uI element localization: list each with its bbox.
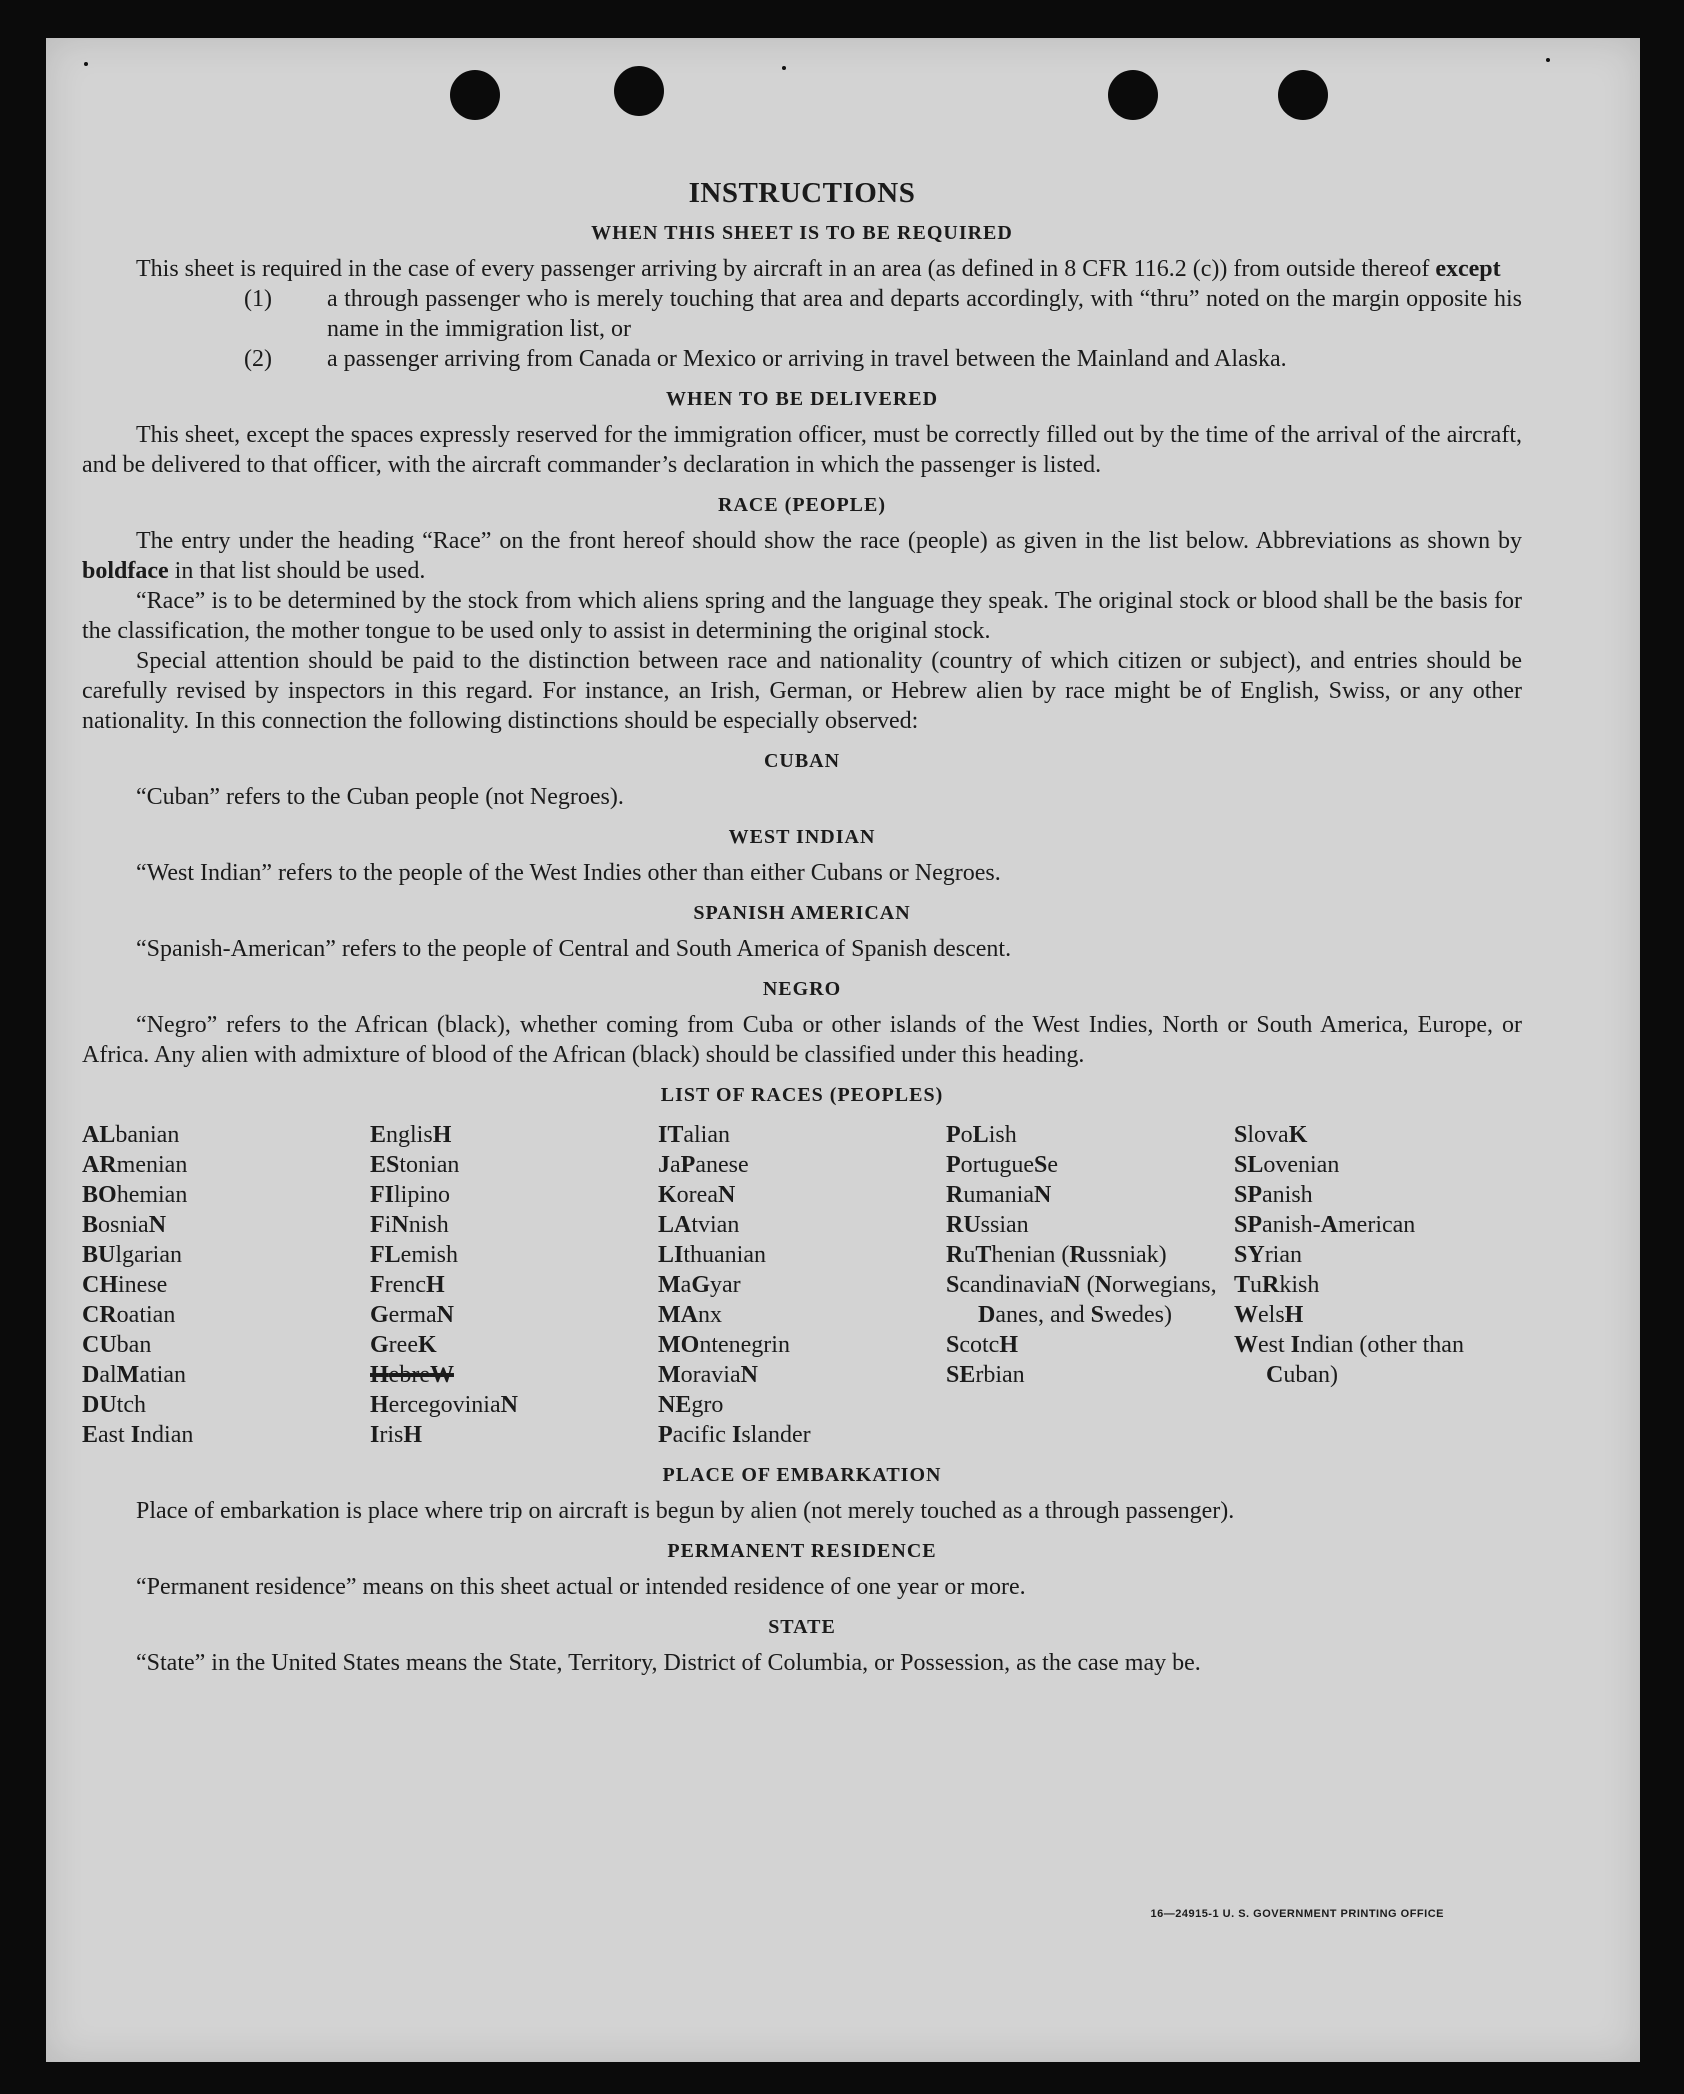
- race-item: MAnx: [658, 1302, 722, 1328]
- punch-hole: [614, 66, 664, 116]
- race-item: BUlgarian: [82, 1242, 182, 1268]
- punch-hole: [1278, 70, 1328, 120]
- race-item: HercegoviniaN: [370, 1392, 518, 1418]
- paragraph: This sheet, except the spaces expressly reserved for the immigration officer, must be correctly filled out by the time of the arrival of the aircraft, and be delivered to that officer, with the aircraft commander’s declaration in which the passenger is listed.: [82, 422, 1522, 478]
- race-item: LAtvian: [658, 1212, 740, 1238]
- section-heading: CUBAN: [763, 750, 841, 772]
- race-item: MOntenegrin: [658, 1332, 790, 1358]
- paragraph: This sheet is required in the case of every passenger arriving by aircraft in an area (as defined in 8 CFR 116.2 (c)) from outside thereof except: [136, 256, 1501, 282]
- race-item: CRoatian: [82, 1302, 176, 1328]
- punch-hole: [1108, 70, 1158, 120]
- race-item: EnglisH: [370, 1122, 452, 1148]
- print-code: 16—24915-1 U. S. GOVERNMENT PRINTING OFFICE: [1150, 1908, 1444, 1920]
- race-item: FiNnish: [370, 1212, 449, 1238]
- section-heading: STATE: [768, 1616, 836, 1638]
- paragraph: “State” in the United States means the State, Territory, District of Columbia, or Possession, as the case may be.: [136, 1650, 1201, 1676]
- race-item: BosniaN: [82, 1212, 167, 1238]
- race-item: SlovaK: [1234, 1122, 1308, 1148]
- section-heading: NEGRO: [762, 978, 842, 1000]
- section-heading: WHEN TO BE DELIVERED: [665, 388, 939, 410]
- race-item: BOhemian: [82, 1182, 188, 1208]
- mark: [782, 66, 786, 70]
- race-item: TuRkish: [1234, 1272, 1320, 1298]
- race-item: SLovenian: [1234, 1152, 1340, 1178]
- section-heading: WEST INDIAN: [728, 826, 876, 848]
- race-item: ARmenian: [82, 1152, 188, 1178]
- race-column: [370, 1120, 658, 1450]
- race-item: SErbian: [946, 1362, 1025, 1388]
- race-item: FrencH: [370, 1272, 445, 1298]
- paragraph: “Spanish-American” refers to the people of Central and South America of Spanish descent.: [136, 936, 1012, 962]
- race-column: [658, 1120, 946, 1450]
- race-item: NEgro: [658, 1392, 724, 1418]
- section-heading: PLACE OF EMBARKATION: [662, 1464, 942, 1486]
- race-item: HebreW: [370, 1362, 454, 1388]
- race-item: ITalian: [658, 1122, 730, 1148]
- race-item: PortugueSe: [946, 1152, 1058, 1178]
- race-item: SPanish-American: [1234, 1212, 1416, 1238]
- race-item: ScandinaviaN (Norwegians, Danes, and Swedes): [946, 1272, 1217, 1328]
- race-item: LIthuanian: [658, 1242, 766, 1268]
- list-item: (1) a through passenger who is merely touching that area and departs accordingly, with “thru” noted on the margin opposite his name in the immigration list, or: [244, 286, 1522, 342]
- race-item: SYrian: [1234, 1242, 1302, 1268]
- race-item: WelsH: [1234, 1302, 1304, 1328]
- paragraph: “Cuban” refers to the Cuban people (not Negroes).: [136, 784, 624, 810]
- race-item: RumaniaN: [946, 1182, 1052, 1208]
- race-item: DUtch: [82, 1392, 146, 1418]
- race-item: RUssian: [946, 1212, 1029, 1238]
- section-heading: RACE (PEOPLE): [718, 494, 886, 516]
- exception-list: [82, 284, 1522, 374]
- race-item: PoLish: [946, 1122, 1017, 1148]
- paragraph: Place of embarkation is place where trip on aircraft is begun by alien (not merely touched as a through passenger).: [136, 1498, 1235, 1524]
- race-list: [82, 1120, 1522, 1450]
- race-item: West Indian (other than Cuban): [1234, 1332, 1464, 1388]
- race-item: DalMatian: [82, 1362, 186, 1388]
- race-column: [946, 1120, 1234, 1450]
- section-heading: LIST OF RACES (PEOPLES): [660, 1084, 944, 1106]
- race-item: CHinese: [82, 1272, 168, 1298]
- race-item: SPanish: [1234, 1182, 1313, 1208]
- race-item: MoraviaN: [658, 1362, 758, 1388]
- mark: [1546, 58, 1550, 62]
- race-item: MaGyar: [658, 1272, 741, 1298]
- paragraph: “Permanent residence” means on this sheet actual or intended residence of one year or more.: [136, 1574, 1026, 1600]
- mark: [84, 62, 88, 66]
- race-item: Pacific Islander: [658, 1422, 811, 1448]
- race-item: JaPanese: [658, 1152, 749, 1178]
- paragraph: “Negro” refers to the African (black), whether coming from Cuba or other islands of the West Indies, North or South America, Europe, or Africa. Any alien with admixture of blood of the African (black) should be classified under this heading.: [82, 1012, 1522, 1068]
- punch-hole: [450, 70, 500, 120]
- race-item: ScotcH: [946, 1332, 1019, 1358]
- list-item: (2) a passenger arriving from Canada or Mexico or arriving in travel between the Mainland and Alaska.: [244, 346, 1287, 372]
- race-item: FIlipino: [370, 1182, 451, 1208]
- section-heading: SPANISH AMERICAN: [693, 902, 911, 924]
- race-item: CUban: [82, 1332, 152, 1358]
- race-item: East Indian: [82, 1422, 194, 1448]
- race-column: [1234, 1120, 1522, 1450]
- page-title: INSTRUCTIONS: [688, 177, 916, 209]
- race-item: IrisH: [370, 1422, 423, 1448]
- race-item: FLemish: [370, 1242, 458, 1268]
- document-sheet: [46, 38, 1640, 2062]
- paragraph: “Race” is to be determined by the stock from which aliens spring and the language they speak. The original stock or blood shall be the basis for the classification, the mother tongue to be used only to assist in determining the original stock.: [82, 588, 1522, 644]
- race-item: GermaN: [370, 1302, 454, 1328]
- race-item: ALbanian: [82, 1122, 180, 1148]
- race-column: [82, 1120, 370, 1450]
- paragraph: “West Indian” refers to the people of the West Indies other than either Cubans or Negroes.: [136, 860, 1001, 886]
- race-item: KoreaN: [658, 1182, 736, 1208]
- race-item: RuThenian (Russniak): [946, 1242, 1167, 1268]
- section-heading: WHEN THIS SHEET IS TO BE REQUIRED: [591, 222, 1013, 244]
- race-item: EStonian: [370, 1152, 460, 1178]
- paragraph: The entry under the heading “Race” on the front hereof should show the race (people) as given in the list below. Abbreviations as shown by boldface in that list should be used.: [82, 528, 1522, 584]
- section-heading: PERMANENT RESIDENCE: [667, 1540, 937, 1562]
- race-item: GreeK: [370, 1332, 437, 1358]
- paragraph: Special attention should be paid to the distinction between race and nationality (country of which citizen or subject), and entries should be carefully revised by inspectors in this regard. For instance, an Irish, German, or Hebrew alien by race might be of English, Swiss, or any other nationality. In this connection the following distinctions should be especially observed:: [82, 648, 1522, 734]
- instructions-content: [82, 178, 1522, 1678]
